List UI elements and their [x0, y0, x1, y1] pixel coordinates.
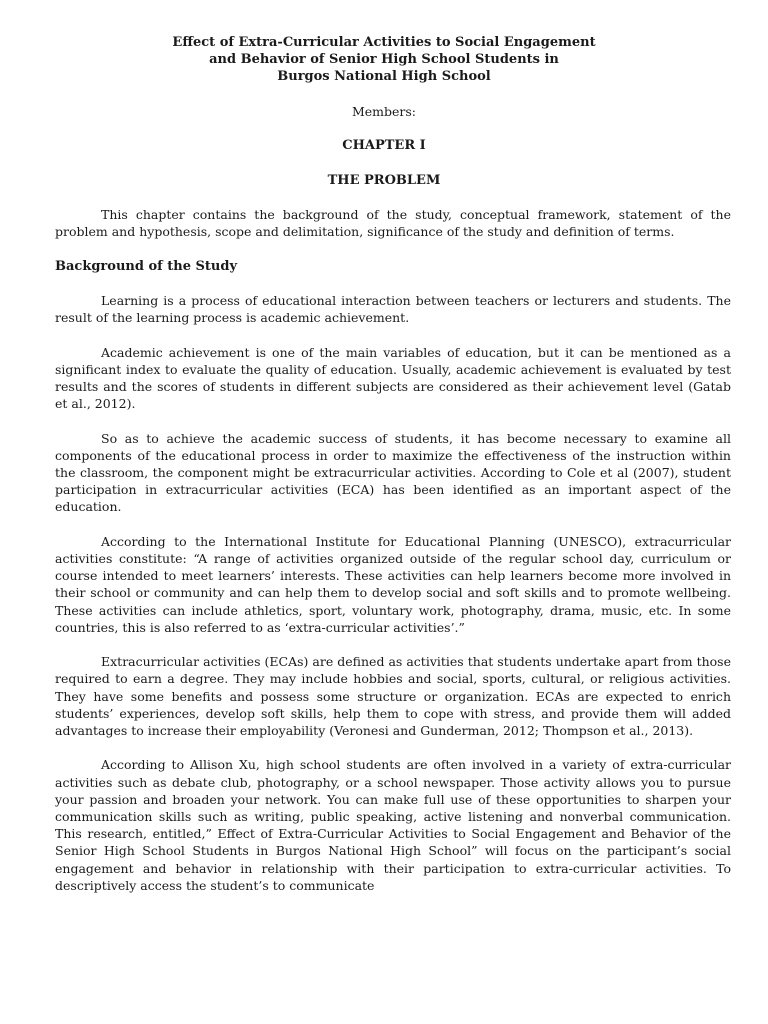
title-line-3: Burgos National High School	[277, 69, 491, 84]
section-heading: Background of the Study	[55, 258, 237, 274]
body-paragraph: According to Allison Xu, high school students are often involved in a variety of extra-curricular activities such as debate club, photography, or a school newspaper. Those activity allows you to pursue your passion and broaden your network. You can make full use of these opportunities to sharpen your communication skills such as writing, public speaking, active listening and nonverbal communication. This research, entitled,” Effect of Extra-Curricular Activities to Social Engagement and Behavior of the Senior High School Students in Burgos National High School” will focus on the participant’s social engagement and behavior in relationship with their participation to extra-curricular activities. To descriptively access the student’s to communicate	[55, 757, 731, 893]
title-line-1: Effect of Extra-Curricular Activities to Social Engagement	[172, 35, 596, 50]
document-body	[55, 206, 731, 894]
members-label: Members:	[351, 104, 417, 119]
chapter-heading: CHAPTER I	[342, 138, 426, 153]
body-paragraph: Academic achievement is one of the main variables of education, but it can be mentioned as a significant index to evaluate the quality of education. Usually, academic achievement is evaluated by test results and the scores of students in different subjects are considered as their achievement level (Gatab et al., 2012).	[55, 344, 731, 412]
chapter-title: THE PROBLEM	[327, 173, 441, 188]
document-title	[0, 34, 768, 85]
body-paragraph: Extracurricular activities (ECAs) are defined as activities that students undertake apart from those required to earn a degree. They may include hobbies and social, sports, cultural, or religious activities. They have some benefits and possess some structure or organization. ECAs are expected to enrich students’ experiences, develop soft skills, help them to cope with stress, and provide them will added advantages to increase their employability (Veronesi and Gunderman, 2012; Thompson et al., 2013).	[55, 654, 731, 738]
body-paragraph: Learning is a process of educational interaction between teachers or lecturers and students. The result of the learning process is academic achievement.	[55, 292, 731, 326]
body-paragraph: According to the International Institute for Educational Planning (UNESCO), extracurricular activities constitute: “A range of activities organized outside of the regular school day, curriculum or course intended to meet learners’ interests. These activities can help learners become more involved in their school or community and can help them to develop social and soft skills and to promote wellbeing. These activities can include athletics, sport, voluntary work, photography, drama, music, etc. In some countries, this is also referred to as ‘extra-curricular activities’.”	[55, 533, 731, 635]
body-paragraph: So as to achieve the academic success of students, it has become necessary to examine all components of the educational process in order to maximize the effectiveness of the instruction within the classroom, the component might be extracurricular activities. According to Cole et al (2007), student participation in extracurricular activities (ECA) has been identified as an important aspect of the education.	[55, 430, 731, 515]
title-line-2: and Behavior of Senior High School Students in	[209, 52, 559, 67]
intro-paragraph: This chapter contains the background of the study, conceptual framework, statement of the problem and hypothesis, scope and delimitation, significance of the study and definition of terms.	[55, 207, 731, 240]
